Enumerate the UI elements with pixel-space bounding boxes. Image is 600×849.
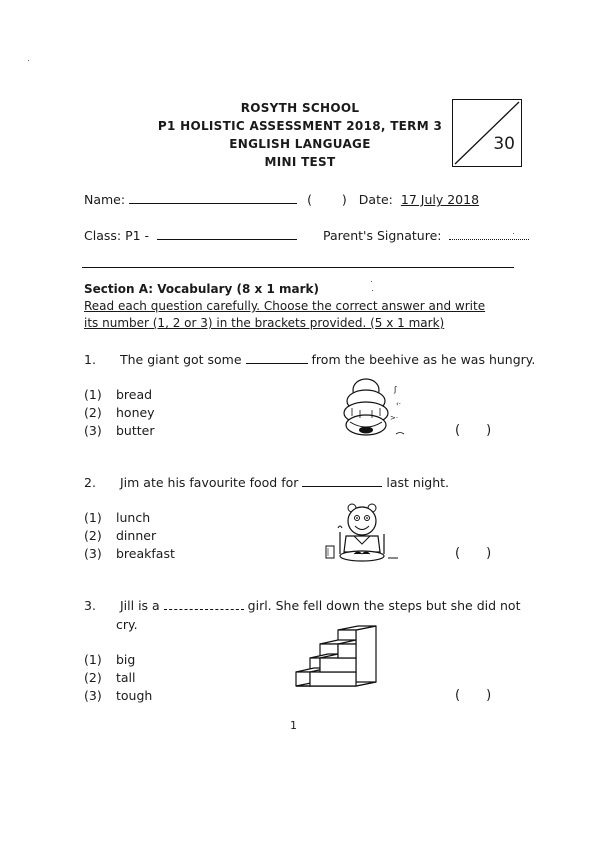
option-text: butter	[116, 423, 155, 438]
question-number: 1.	[84, 352, 96, 367]
option-text: tall	[116, 670, 136, 685]
svg-text:>·: >·	[390, 414, 399, 422]
bracket-open: (	[455, 546, 461, 561]
option-text: breakfast	[116, 546, 175, 561]
svg-text:ʃ: ʃ	[394, 385, 397, 394]
option-number: (3)	[84, 546, 102, 561]
divider	[82, 267, 514, 268]
option-text: honey	[116, 405, 155, 420]
answer-bracket-2[interactable]	[455, 546, 491, 561]
bracket-close: )	[486, 546, 492, 561]
question-2	[84, 474, 449, 490]
option-text: bread	[116, 387, 153, 402]
score-box	[452, 99, 522, 167]
class-row	[84, 227, 529, 243]
question-number: 2.	[84, 475, 96, 490]
q3-options	[84, 652, 152, 706]
name-label: Name:	[84, 192, 126, 207]
date-value: 17 July 2018	[400, 192, 480, 207]
signature-blank[interactable]	[449, 227, 529, 240]
bracket-close: )	[486, 423, 492, 438]
option-text: dinner	[116, 528, 157, 543]
question-blank	[164, 597, 244, 610]
instruction-line-2: its number (1, 2 or 3) in the brackets provided. (5 x 1 mark)	[84, 316, 445, 330]
stairs-icon	[290, 624, 386, 704]
page-number: 1	[290, 719, 297, 732]
answer-bracket-1[interactable]	[455, 423, 491, 438]
q1-options	[84, 387, 155, 441]
question-text-after: last night.	[386, 475, 450, 490]
section-title: Section A: Vocabulary (8 x 1 mark)	[84, 282, 319, 296]
option-number: (1)	[84, 652, 102, 667]
scan-speck	[513, 233, 514, 234]
svg-text:‹·: ‹·	[396, 400, 402, 408]
option-number: (2)	[84, 670, 102, 685]
question-text-after: girl. She fell down the steps but she did not	[247, 598, 521, 613]
question-text-before: Jim ate his favourite food for	[119, 475, 299, 490]
class-index-open: (	[307, 192, 312, 207]
question-number: 3.	[84, 598, 96, 613]
question-1	[84, 351, 535, 367]
assessment-title: P1 HOLISTIC ASSESSMENT 2018, TERM 3	[157, 119, 443, 133]
option-text: big	[116, 652, 136, 667]
diagonal-line	[453, 100, 521, 166]
question-blank	[246, 351, 308, 364]
bracket-open: (	[455, 688, 461, 703]
option-number: (3)	[84, 423, 102, 438]
option-text: lunch	[116, 510, 151, 525]
question-text-before: Jill is a	[119, 598, 160, 613]
subject-title: ENGLISH LANGUAGE	[229, 137, 371, 151]
question-blank	[302, 474, 382, 487]
q2-options	[84, 510, 175, 564]
beehive-icon	[338, 372, 410, 444]
class-blank[interactable]	[157, 227, 297, 240]
scan-speck	[28, 60, 29, 61]
question-3	[84, 597, 520, 613]
class-index-close: )	[341, 192, 347, 207]
name-blank[interactable]	[129, 191, 297, 204]
school-name: ROSYTH SCHOOL	[240, 101, 360, 115]
question-text-after: from the beehive as he was hungry.	[311, 352, 536, 367]
option-number: (3)	[84, 688, 102, 703]
question-3-line-2: cry.	[116, 617, 138, 632]
option-number: (1)	[84, 387, 102, 402]
option-number: (2)	[84, 528, 102, 543]
answer-bracket-3[interactable]	[455, 688, 491, 703]
bracket-open: (	[455, 423, 461, 438]
total-marks: 30	[493, 134, 515, 154]
date-label: Date:	[358, 192, 393, 207]
boy-eating-icon	[324, 502, 400, 572]
scan-speck	[371, 281, 372, 282]
parent-signature-label: Parent's Signature:	[323, 228, 442, 243]
class-label: Class: P1 -	[84, 228, 150, 243]
option-number: (1)	[84, 510, 102, 525]
question-text-before: The giant got some	[119, 352, 242, 367]
option-number: (2)	[84, 405, 102, 420]
scan-speck	[372, 290, 373, 291]
instruction-line-1: Read each question carefully. Choose the correct answer and write	[84, 299, 486, 313]
option-text: tough	[116, 688, 153, 703]
bracket-close: )	[486, 688, 492, 703]
name-row	[84, 191, 479, 207]
test-title: MINI TEST	[264, 155, 336, 169]
